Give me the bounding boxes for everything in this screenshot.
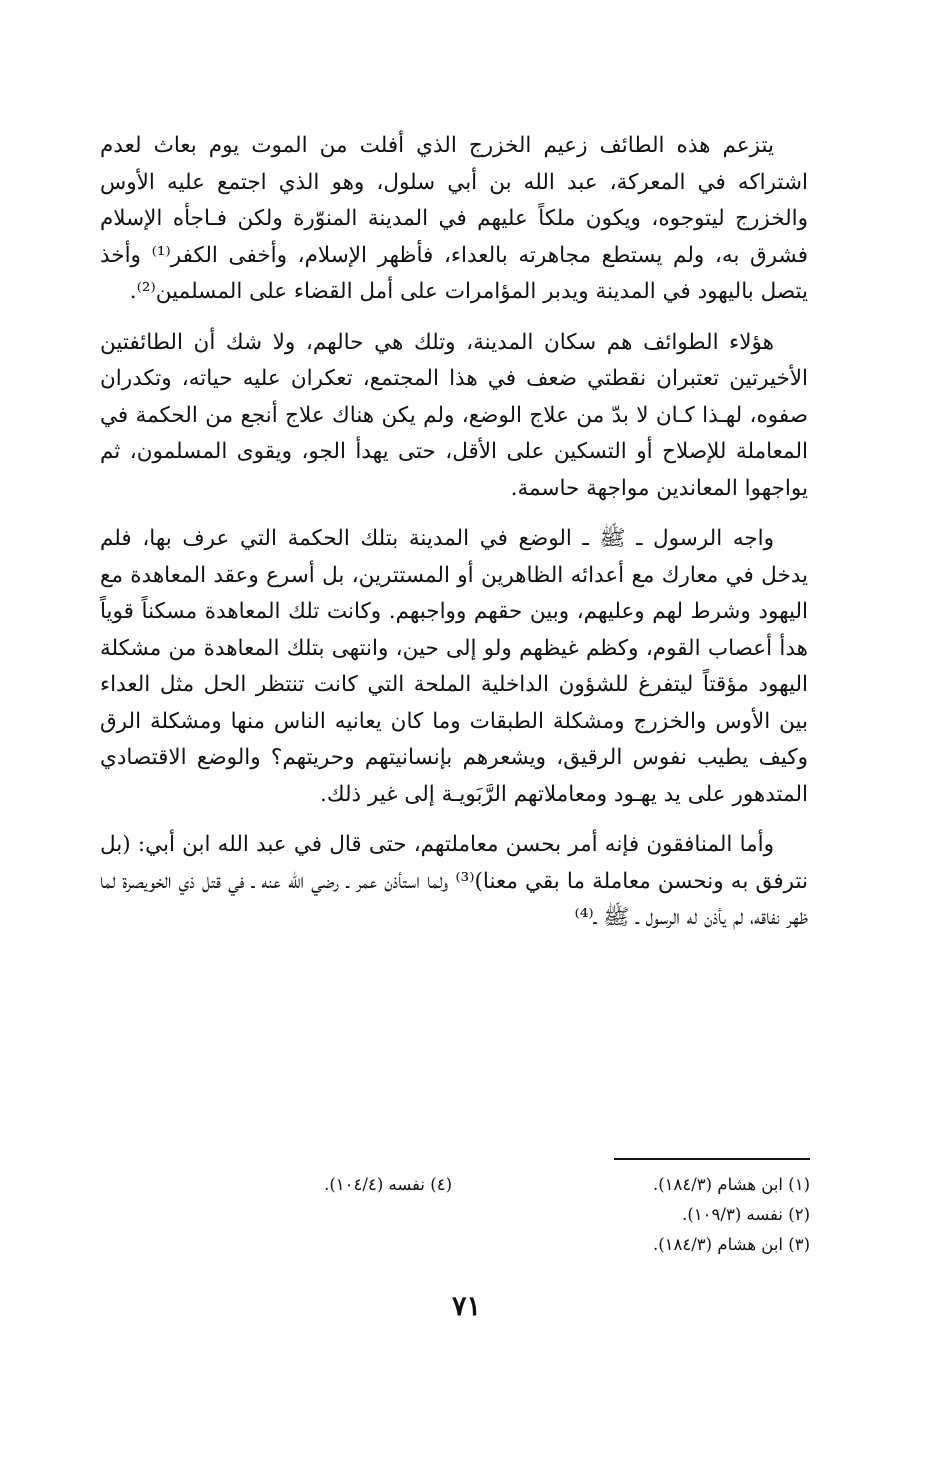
footnotes-column-right xyxy=(653,1170,810,1260)
footnote-separator xyxy=(614,1158,810,1160)
footnote-3: (٣) ابن هشام (١٨٤/٣). xyxy=(652,1235,810,1254)
footnote-4: (٤) نفسه (١٠٤/٤). xyxy=(324,1175,452,1194)
footnote-2: (٢) نفسه (١٠٩/٣). xyxy=(682,1205,810,1224)
paragraph-2: هؤلاء الطوائف هم سكان المدينة، وتلك هي حالهم، ولا شك أن الطائفتين الأخيرتين تعتبران نقطتي ضعف في هذا المجتمع، تعكران عليه حياته، وتكدران صفوه، لهـذا كـان لا بدّ من علاج الوضع، ولم يكن هناك علاج أنجع من الحكمة في المعاملة للإصلاح أو التسكين على الأقل، حتى يهدأ الجو، ويقوى المسلمون، ثم يواجهوا المعاندين مواجهة حاسمة. xyxy=(100,329,808,501)
main-text xyxy=(100,128,808,951)
paragraph-3: واجه الرسول ـ ﷺ ـ الوضع في المدينة بتلك الحكمة التي عرف بها، فلم يدخل في معارك مع أعدائه الظاهرين أو المستترين، بل أسرع وعقد المعاهدة مع اليهود وشرط لهم وعليهم، وبين حقهم وواجبهم. وكانت تلك المعاهدة مسكناً قوياً هدأ أعصاب القوم، وكظم غيظهم ولو إلى حين، وانتهى بتلك المعاهدة من مشكلة اليهود مؤقتاً ليتفرغ للشؤون الداخلية الملحة التي كانت تنتظر الحل مثل العداء بين الأوس والخزرج ومشكلة الطبقات وما كان يعانيه الناس منها ومشكلة الرق وكيف يطيب نفوس الرقيق، ويشعرهم بإنسانيتهم وحريتهم؟ والوضع الاقتصادي المتدهور على يد يهـود ومعاملاتهم الرَّبَويـة إلى غير ذلك. xyxy=(100,526,808,807)
footnote-1: (١) ابن هشام (١٨٤/٣). xyxy=(652,1175,810,1194)
footnotes-column-left xyxy=(324,1170,452,1200)
page-number: ٧١ xyxy=(451,1291,481,1322)
paragraph-1: يتزعم هذه الطائف زعيم الخزرج الذي أفلت من الموت يوم بعاث لعدم اشتراكه في المعركة، عبد الله بن أبي سلول، وهو الذي اجتمع عليه الأوس والخزرج ليتوجوه، ويكون ملكاً عليهم في المدينة المنوّرة ولكن فـاجأه الإسلام فشرق به، ولم يستطع مجاهرته بالعداء، فأظهر الإسلام، وأخفى الكفر⁽¹⁾ وأخذ يتصل باليهود في المدينة ويدبر المؤامرات على أمل القضاء على المسلمين⁽²⁾. xyxy=(100,133,808,304)
paragraph-4: وأما المنافقون فإنه أمر بحسن معاملتهم، حتى قال في عبد الله ابن أبي: (بل نترفق به ونحسن معاملة ما بقي معنا)⁽³⁾ ولما استأذن عمر ـ رضي الله عنه ـ في قتل ذي الخويصرة لما ظهر نفاقه، لم يأذن له الرسول ـ ﷺ ـ⁽⁴⁾ xyxy=(100,832,808,930)
